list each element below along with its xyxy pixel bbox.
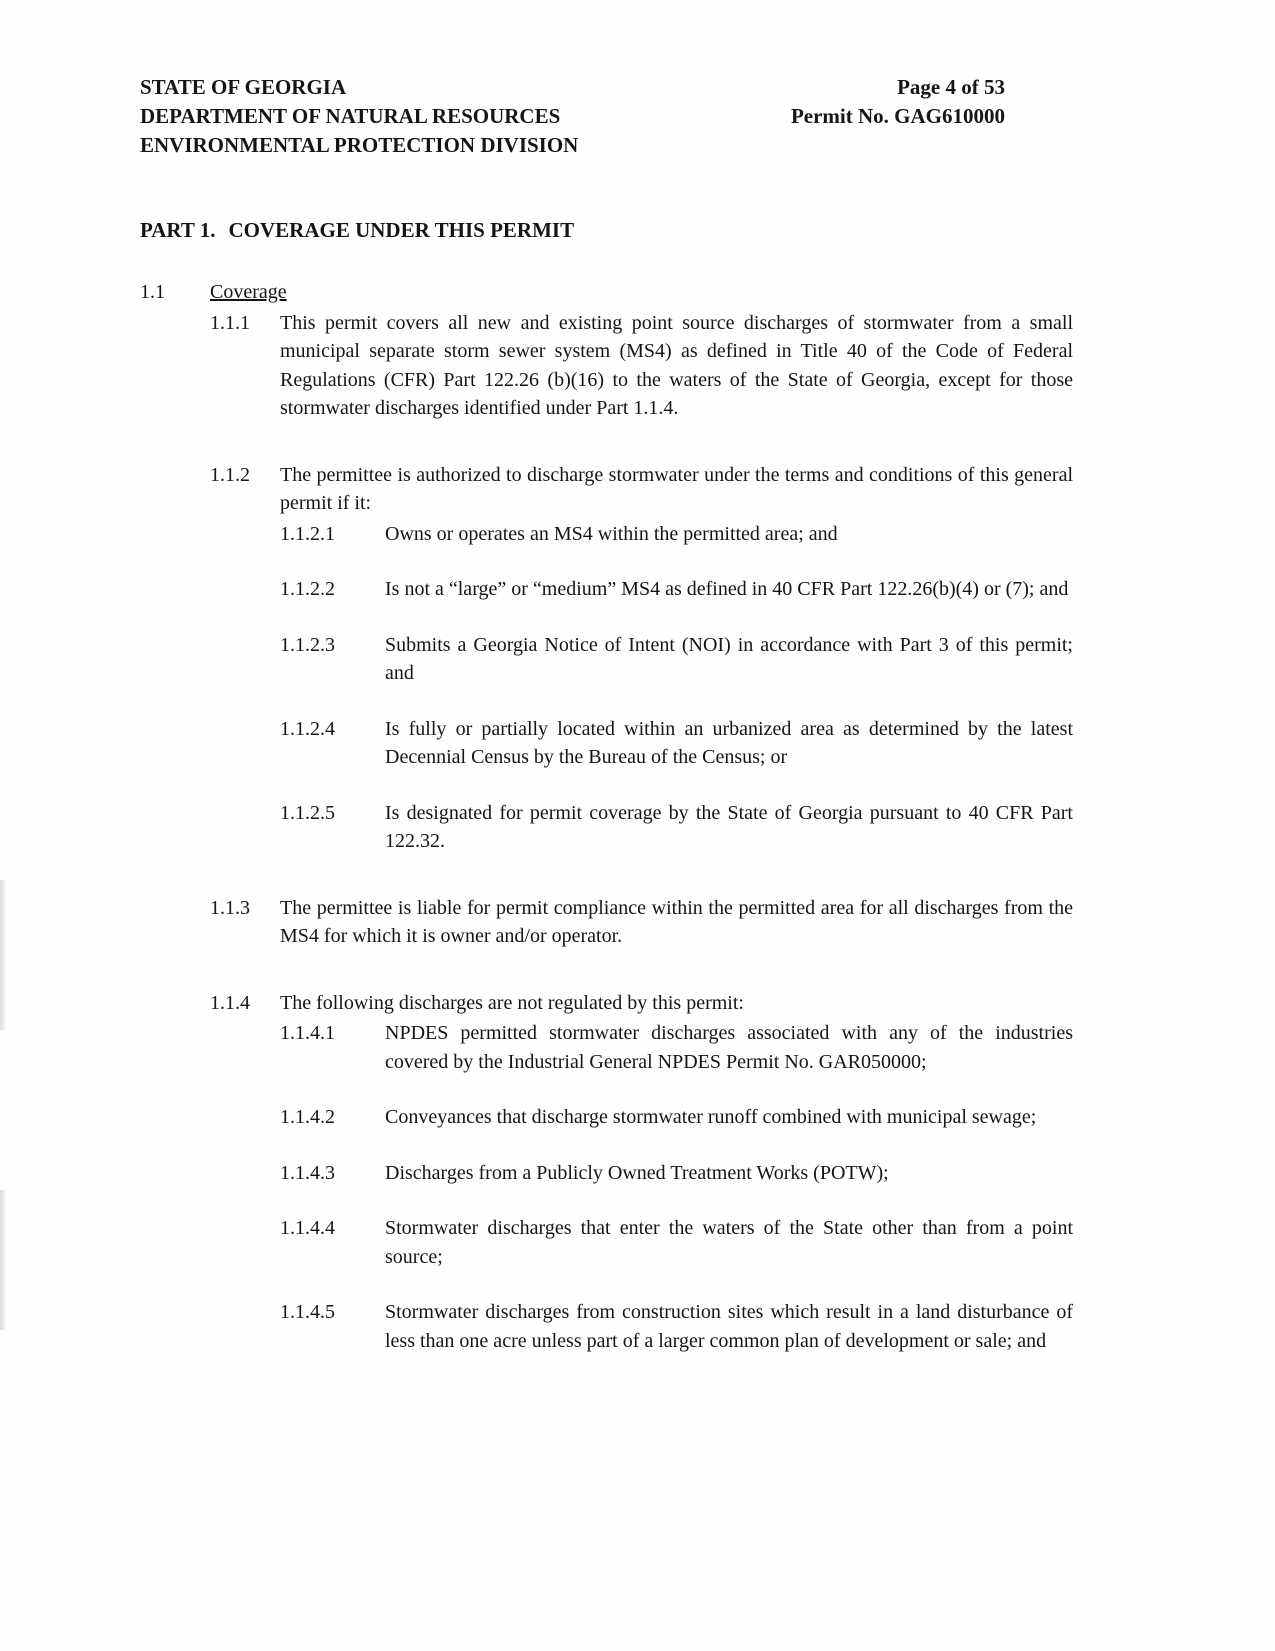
scan-artifact [0, 1190, 7, 1330]
clause-text: The following discharges are not regulated by this permit: [280, 991, 744, 1014]
page-header [140, 73, 1073, 160]
subclause-text: Stormwater discharges from construction sites which result in a land disturbance of less than one acre unless part of a larger common plan of development or sale; and [385, 1301, 1073, 1352]
clause-body [280, 989, 1073, 1356]
subclause-text: Conveyances that discharge stormwater runoff combined with municipal sewage; [385, 1106, 1037, 1128]
clause-body [280, 894, 1073, 951]
clause-1-1-2 [210, 461, 1073, 856]
subclause-number: 1.1.2.2 [280, 578, 335, 600]
clause-1-1-3 [210, 894, 1073, 951]
part-title [140, 217, 1073, 243]
subclause-number: 1.1.4.3 [280, 1161, 335, 1184]
clause-text: This permit covers all new and existing point source discharges of stormwater from a small municipal separate storm sewer system (MS4) as defined in Title 40 of the Code of Federal Regulations (CFR) Part 122.26 (b)(16) to the waters of the State of Georgia, except for those stormwater discharges identified under Part 1.1.4. [280, 311, 1073, 419]
agency-line-state: STATE OF GEORGIA [140, 75, 347, 99]
part-label: PART 1. [140, 218, 216, 242]
subclause-text: Is fully or partially located within an urbanized area as determined by the latest Decennial Census by the Bureau of the Census; or [385, 717, 1073, 768]
subclause-1-1-4-3 [280, 1159, 1073, 1188]
clause-1-1-4 [210, 989, 1073, 1356]
subclause-text: Is not a “large” or “medium” MS4 as defined in 40 CFR Part 122.26(b)(4) or (7); and [385, 578, 1069, 600]
subclause-1-1-2-3 [280, 631, 1073, 688]
clause-number: 1.1.1 [210, 311, 250, 334]
subclause-text: Is designated for permit coverage by the State of Georgia pursuant to 40 CFR Part 122.32. [385, 801, 1073, 852]
scan-artifact [0, 880, 7, 1030]
subclause-number: 1.1.2.5 [280, 801, 335, 824]
subclause-text: Submits a Georgia Notice of Intent (NOI) in accordance with Part 3 of this permit; and [385, 633, 1073, 684]
clause-body [280, 461, 1073, 856]
section-number: 1.1 [140, 281, 165, 303]
page-number: Page 4 of 53 [897, 75, 1005, 99]
part-heading: COVERAGE UNDER THIS PERMIT [228, 218, 575, 242]
subclause-1-1-2-5 [280, 799, 1073, 856]
subclause-1-1-2-1 [280, 520, 1073, 549]
subclause-1-1-2-2 [280, 575, 1073, 604]
clause-number: 1.1.3 [210, 896, 250, 919]
document-body [140, 278, 1073, 1355]
subclause-1-1-2-4 [280, 715, 1073, 772]
page-info-block [791, 73, 1005, 131]
subclause-text: Discharges from a Publicly Owned Treatment Works (POTW); [385, 1161, 889, 1184]
agency-line-department: DEPARTMENT OF NATURAL RESOURCES [140, 104, 561, 128]
subclause-number: 1.1.2.1 [280, 522, 335, 545]
subclause-number: 1.1.4.4 [280, 1217, 335, 1239]
clause-text: The permittee is liable for permit compliance within the permitted area for all discharges from the MS4 for which it is owner and/or operator. [280, 896, 1073, 947]
subclause-1-1-4-4 [280, 1214, 1073, 1271]
subclause-1-1-4-1 [280, 1019, 1073, 1076]
clause-1-1-1 [210, 309, 1073, 423]
section-heading: Coverage [210, 281, 287, 303]
agency-block [140, 73, 578, 160]
clause-number: 1.1.4 [210, 991, 250, 1014]
clause-number: 1.1.2 [210, 463, 250, 486]
section-1-1-row [140, 278, 1073, 307]
subclause-1-1-4-2 [280, 1103, 1073, 1132]
subclause-number: 1.1.4.2 [280, 1106, 335, 1128]
subclause-number: 1.1.4.5 [280, 1301, 335, 1323]
subclause-number: 1.1.2.4 [280, 717, 335, 740]
subclause-text: NPDES permitted stormwater discharges associated with any of the industries covered by the Industrial General NPDES Permit No. GAR050000; [385, 1022, 1073, 1073]
clause-text: The permittee is authorized to discharge stormwater under the terms and conditions of this general permit if it: [280, 463, 1073, 514]
agency-line-division: ENVIRONMENTAL PROTECTION DIVISION [140, 133, 579, 157]
clause-body [280, 309, 1073, 423]
subclause-number: 1.1.4.1 [280, 1022, 335, 1044]
permit-number: Permit No. GAG610000 [790, 104, 1005, 128]
subclause-text: Stormwater discharges that enter the waters of the State other than from a point source; [385, 1217, 1073, 1268]
subclause-number: 1.1.2.3 [280, 633, 335, 656]
subclause-text: Owns or operates an MS4 within the permitted area; and [385, 522, 838, 545]
subclause-1-1-4-5 [280, 1298, 1073, 1355]
